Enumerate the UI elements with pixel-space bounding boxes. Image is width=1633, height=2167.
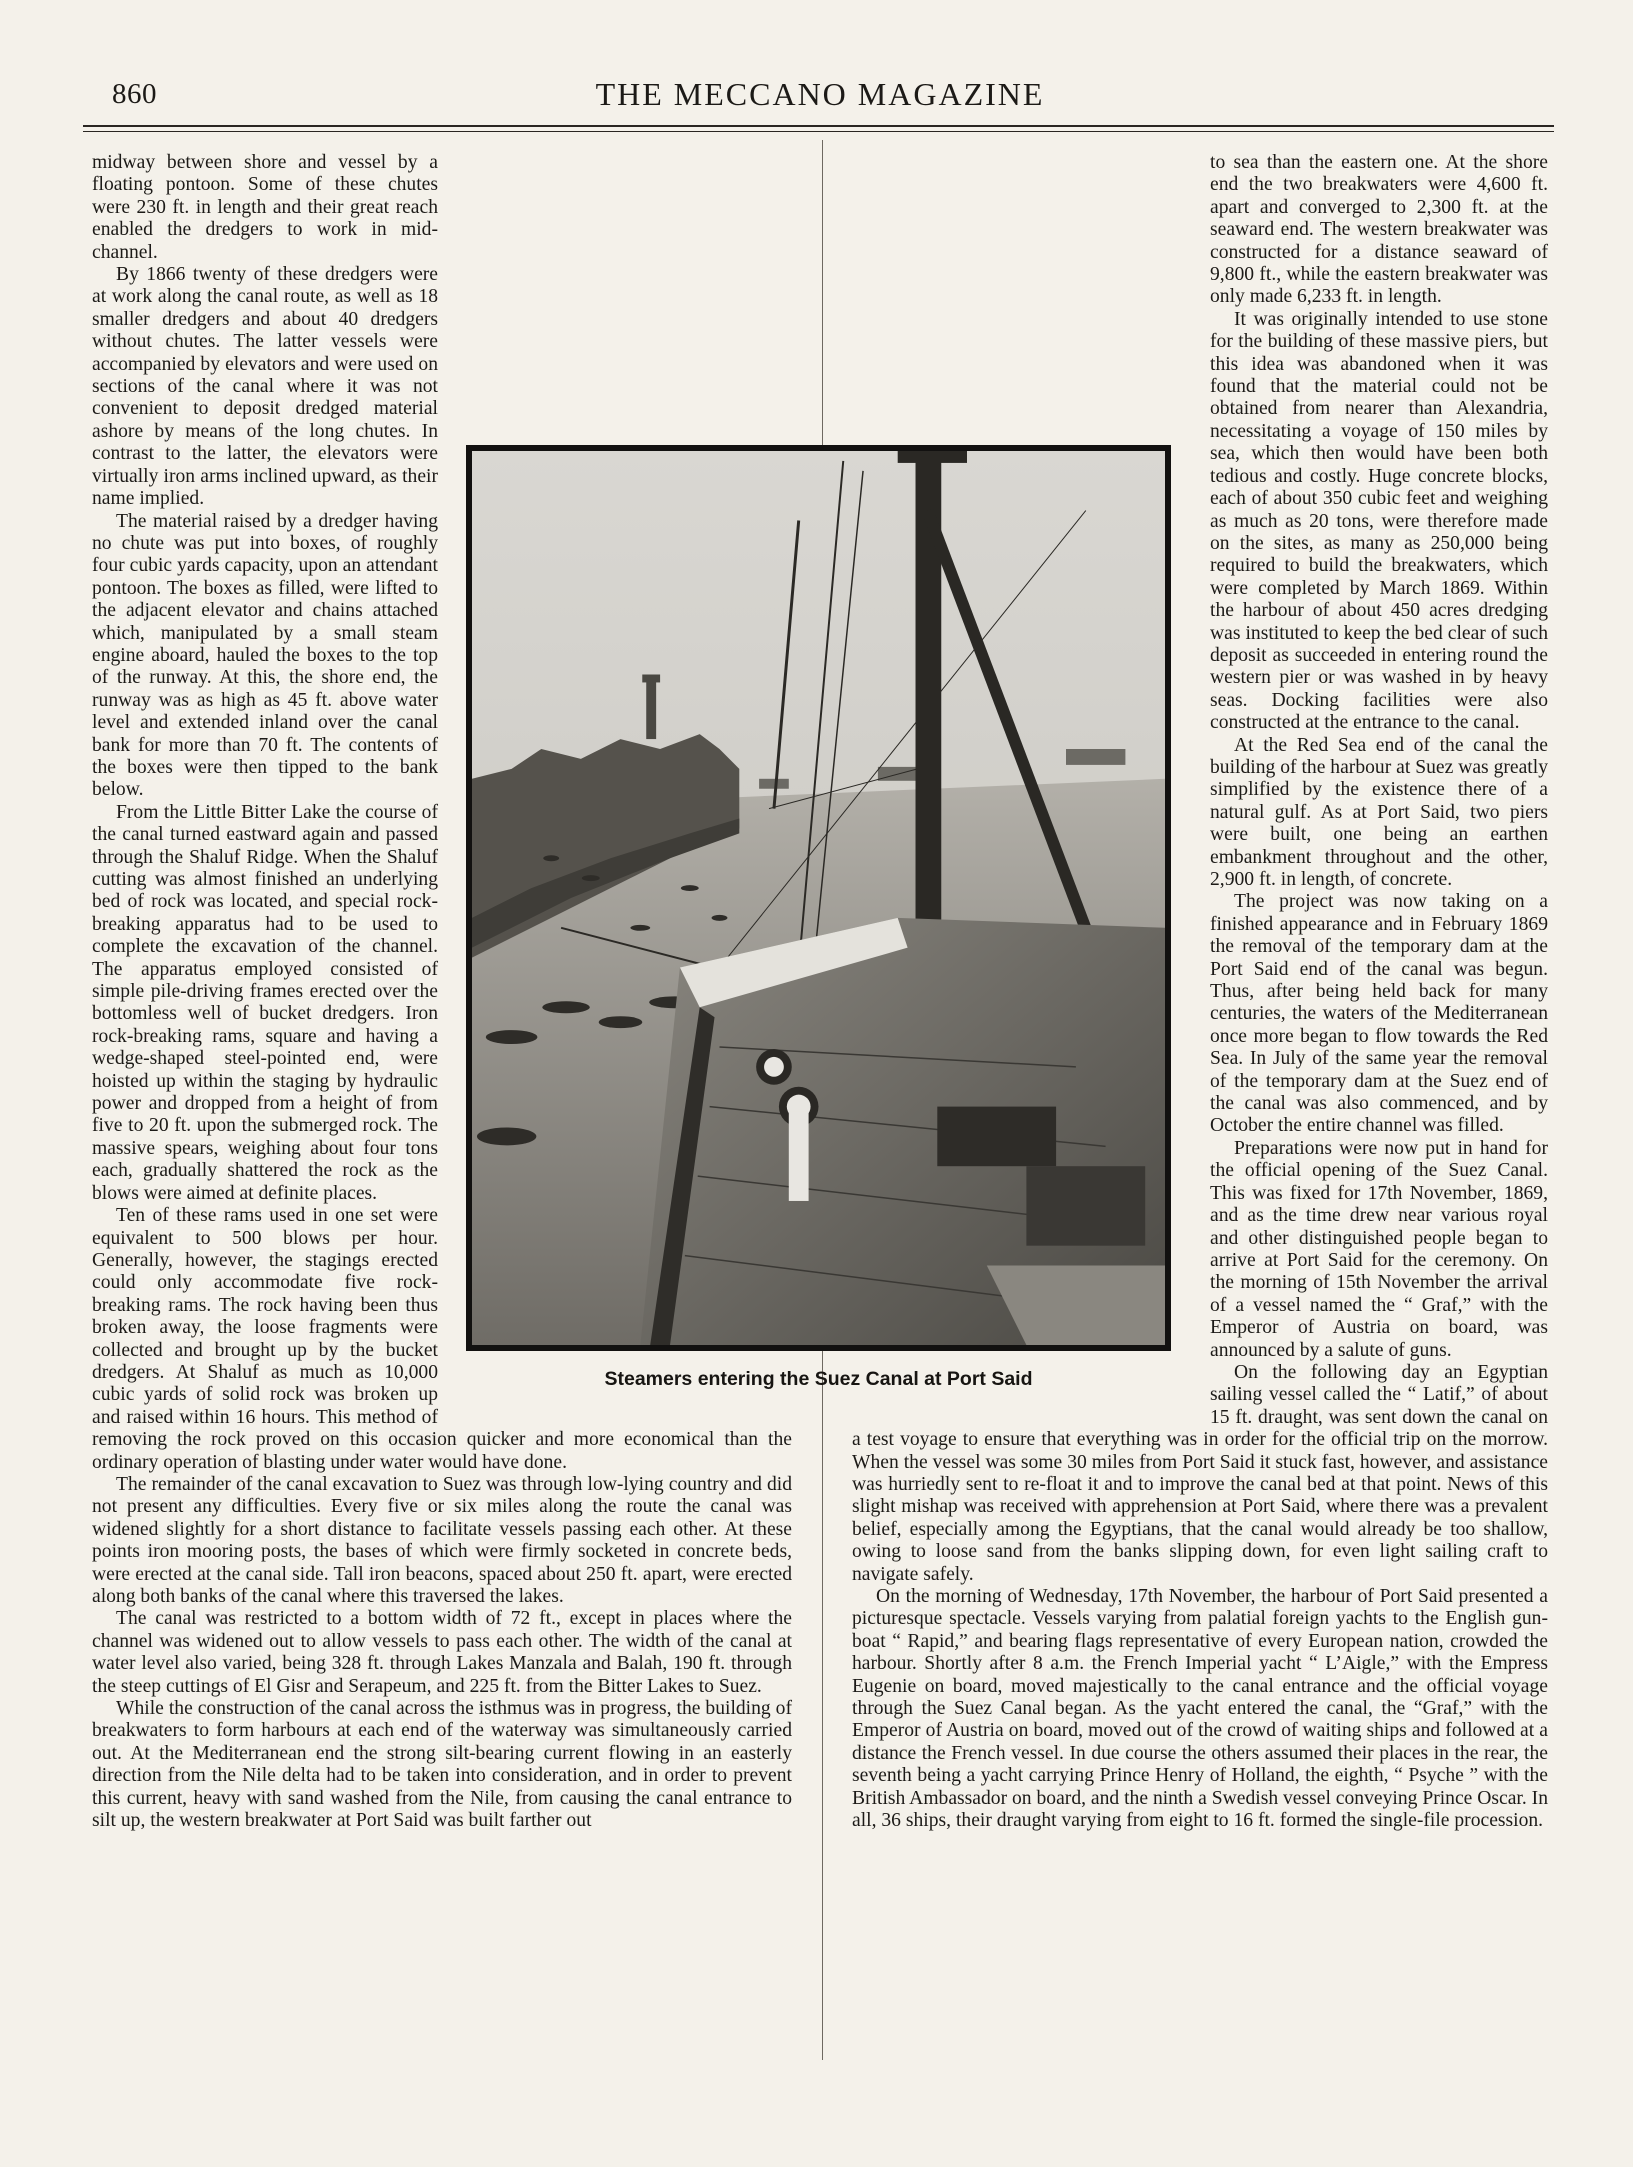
photo-illustration [472, 451, 1165, 1345]
paragraph: midway between shore and vessel by a floating pontoon. Some of these chutes were 230 ft. in length and their great reach enabled the dredgers to work in mid-channel. [92, 152, 438, 263]
magazine-title: THE MECCANO MAGAZINE [595, 76, 1045, 112]
paragraph: Preparations were now put in hand for the official opening of the Suez Canal. This was fixed for 17th November, 1869, and as the time drew near various royal and other distinguished people began to arrive at Port Said for the ceremony. On the morning of 15th November the arrival of a vessel named the “ Graf,” with the Emperor of Austria on board, was announced by a salute of guns. [1210, 1137, 1548, 1361]
paragraph: At the Red Sea end of the canal the building of the harbour at Suez was greatly simplified by the existence there of a natural gulf. As at Port Said, two piers were built, one being an earthen embankment throughout and the other, 2,900 ft. in length, of concrete. [1210, 734, 1548, 890]
paragraph: The canal was restricted to a bottom width of 72 ft., except in places where the channel was widened out to allow vessels to pass each other. The width of the canal at water level also varied, being 328 ft. through Lakes Manzala and Balah, 190 ft. through the steep cuttings of El Gisr and Serapeum, and 225 ft. from the Bitter Lakes to Suez. [92, 1608, 792, 1697]
header-rule-thin [83, 131, 1554, 132]
paragraph: Ten of these rams used in one set were equivalent to 500 blows per hour. Generally, however, the stagings erected could only accommodate five rock-breaking rams. The rock having been thus broken away, the loose fragments were collected and brought up by the bucket dredgers. At Shaluf as much as 10,000 cubic yards of solid rock was broken up and raised within 16 hours. This method of removing the rock proved on this occasion quicker and more economical than the ordinary operation of blasting under water would have done. [92, 1205, 792, 1473]
header-rule [83, 125, 1554, 127]
paragraph: The remainder of the canal excavation to Suez was through low-lying country and did not present any difficulties. Every five or six miles along the route the canal was widened slightly for a short distance to facilitate vessels passing each other. At these points iron mooring posts, the bases of which were firmly socketed in concrete beds, were erected at the canal side. Tall iron beacons, spaced about 250 ft. apart, were erected along both banks of the canal where this traversed the lakes. [92, 1473, 792, 1607]
paragraph: The project was now taking on a finished appearance and in February 1869 the removal of the temporary dam at the Port Said end of the canal was begun. Thus, after being held back for many centuries, the waters of the Mediterranean once more began to flow towards the Red Sea. In July of the same year the removal of the temporary dam at the Suez end of the canal was also commenced, and by October the entire channel was filled. [1210, 891, 1548, 1137]
paragraph: to sea than the eastern one. At the shore end the two breakwaters were 4,600 ft. apart and converged to 2,300 ft. at the seaward end. The western breakwater was constructed for a distance seaward of 9,800 ft., while the eastern breakwater was only made 6,233 ft. in length. [1210, 152, 1548, 308]
paragraph: On the morning of Wednesday, 17th November, the harbour of Port Said presented a picturesque spectacle. Vessels varying from palatial foreign yachts to the English gun-boat “ Rapid,” and bearing flags representative of every European nation, crowded the harbour. Shortly after 8 a.m. the French Imperial yacht “ L’Aigle,” with the Empress Eugenie on board, moved majestically to the canal entrance and the official voyage through the Suez Canal began. As the yacht entered the canal, the “Graf,” with the Emperor of Austria on board, moved out of the crowd of waiting ships and followed at a distance the French vessel. In due course the others assumed their places in the rear, the seventh being a yacht carrying Prince Henry of Holland, the eighth, “ Psyche ” with the British Ambassador on board, and the ninth a Swedish vessel conveying Prince Oscar. In all, 36 ships, their draught varying from eight to 16 ft. formed the single-file procession. [852, 1586, 1548, 1832]
page-number: 860 [112, 78, 157, 110]
paragraph: From the Little Bitter Lake the course of the canal turned eastward again and passed through the Shaluf Ridge. When the Shaluf cutting was almost finished an underlying bed of rock was located, and special rock-breaking apparatus had to be used to complete the excavation of the channel. The apparatus employed consisted of simple pile-driving frames erected over the bottomless well of bucket dredgers. Iron rock-breaking rams, square and having a wedge-shaped steel-pointed end, were hoisted up within the staging by hydraulic power and dropped from a height of from five to 20 ft. upon the submerged rock. The massive spears, weighing about four tons each, gradually shattered the rock as the blows were aimed at definite places. [92, 801, 438, 1204]
paragraph: While the construction of the canal across the isthmus was in progress, the building of breakwaters to form harbours at each end of the waterway was simultaneously carried out. At the Mediterranean end the strong silt-bearing current flowing in an easterly direction from the Nile delta had to be taken into consideration, and in order to prevent this current, heavy with sand washed from the Nile, from causing the canal entrance to silt up, the western breakwater at Port Said was built farther out [92, 1698, 792, 1832]
suez-canal-photo [466, 445, 1171, 1351]
photo-caption: Steamers entering the Suez Canal at Port Said [604, 1368, 1033, 1390]
paragraph: By 1866 twenty of these dredgers were at work along the canal route, as well as 18 smaller dredgers and about 40 dredgers without chutes. The latter vessels were accompanied by elevators and were used on sections of the canal where it was not convenient to deposit dredged material ashore by means of the long chutes. In contrast to the latter, the elevators were virtually iron arms inclined upward, as their name implied. [92, 264, 438, 510]
paragraph: It was originally intended to use stone for the building of these massive piers, but this idea was abandoned when it was found that the material could not be obtained from nearer than Alexandria, necessitating a voyage of 150 miles by sea, which then would have been both tedious and costly. Huge concrete blocks, each of about 350 cubic feet and weighing as much as 20 tons, were therefore made on the sites, as many as 250,000 being required to build the breakwaters, which were completed by March 1869. Within the harbour of about 450 acres dredging was instituted to keep the bed clear of such deposit as succeeded in entering round the western pier or was washed in by heavy seas. Docking facilities were also constructed at the entrance to the canal. [1210, 308, 1548, 734]
paragraph: The material raised by a dredger having no chute was put into boxes, of roughly four cubic yards capacity, upon an attendant pontoon. The boxes as filled, were lifted to the adjacent elevator and chains attached which, manipulated by a small steam engine aboard, hauled the boxes to the top of the runway. At this, the shore end, the runway was as high as 45 ft. above water level and extended inland over the canal bank for more than 70 ft. The contents of the boxes were then tipped to the bank below. [92, 510, 438, 801]
paragraph: On the following day an Egyptian sailing vessel called the “ Latif,” of about 15 ft. draught, was sent down the canal on a test voyage to ensure that everything was in order for the official trip on the morrow. When the vessel was some 30 miles from Port Said it stuck fast, however, and assistance was hurriedly sent to re-float it and to improve the canal bed at that point. News of this slight mishap was received with apprehension at Port Said, where there was a prevalent belief, especially among the Egyptians, that the canal would already be too shallow, owing to loose sand from the banks slipping down, for even light sailing craft to navigate safely. [852, 1361, 1548, 1585]
